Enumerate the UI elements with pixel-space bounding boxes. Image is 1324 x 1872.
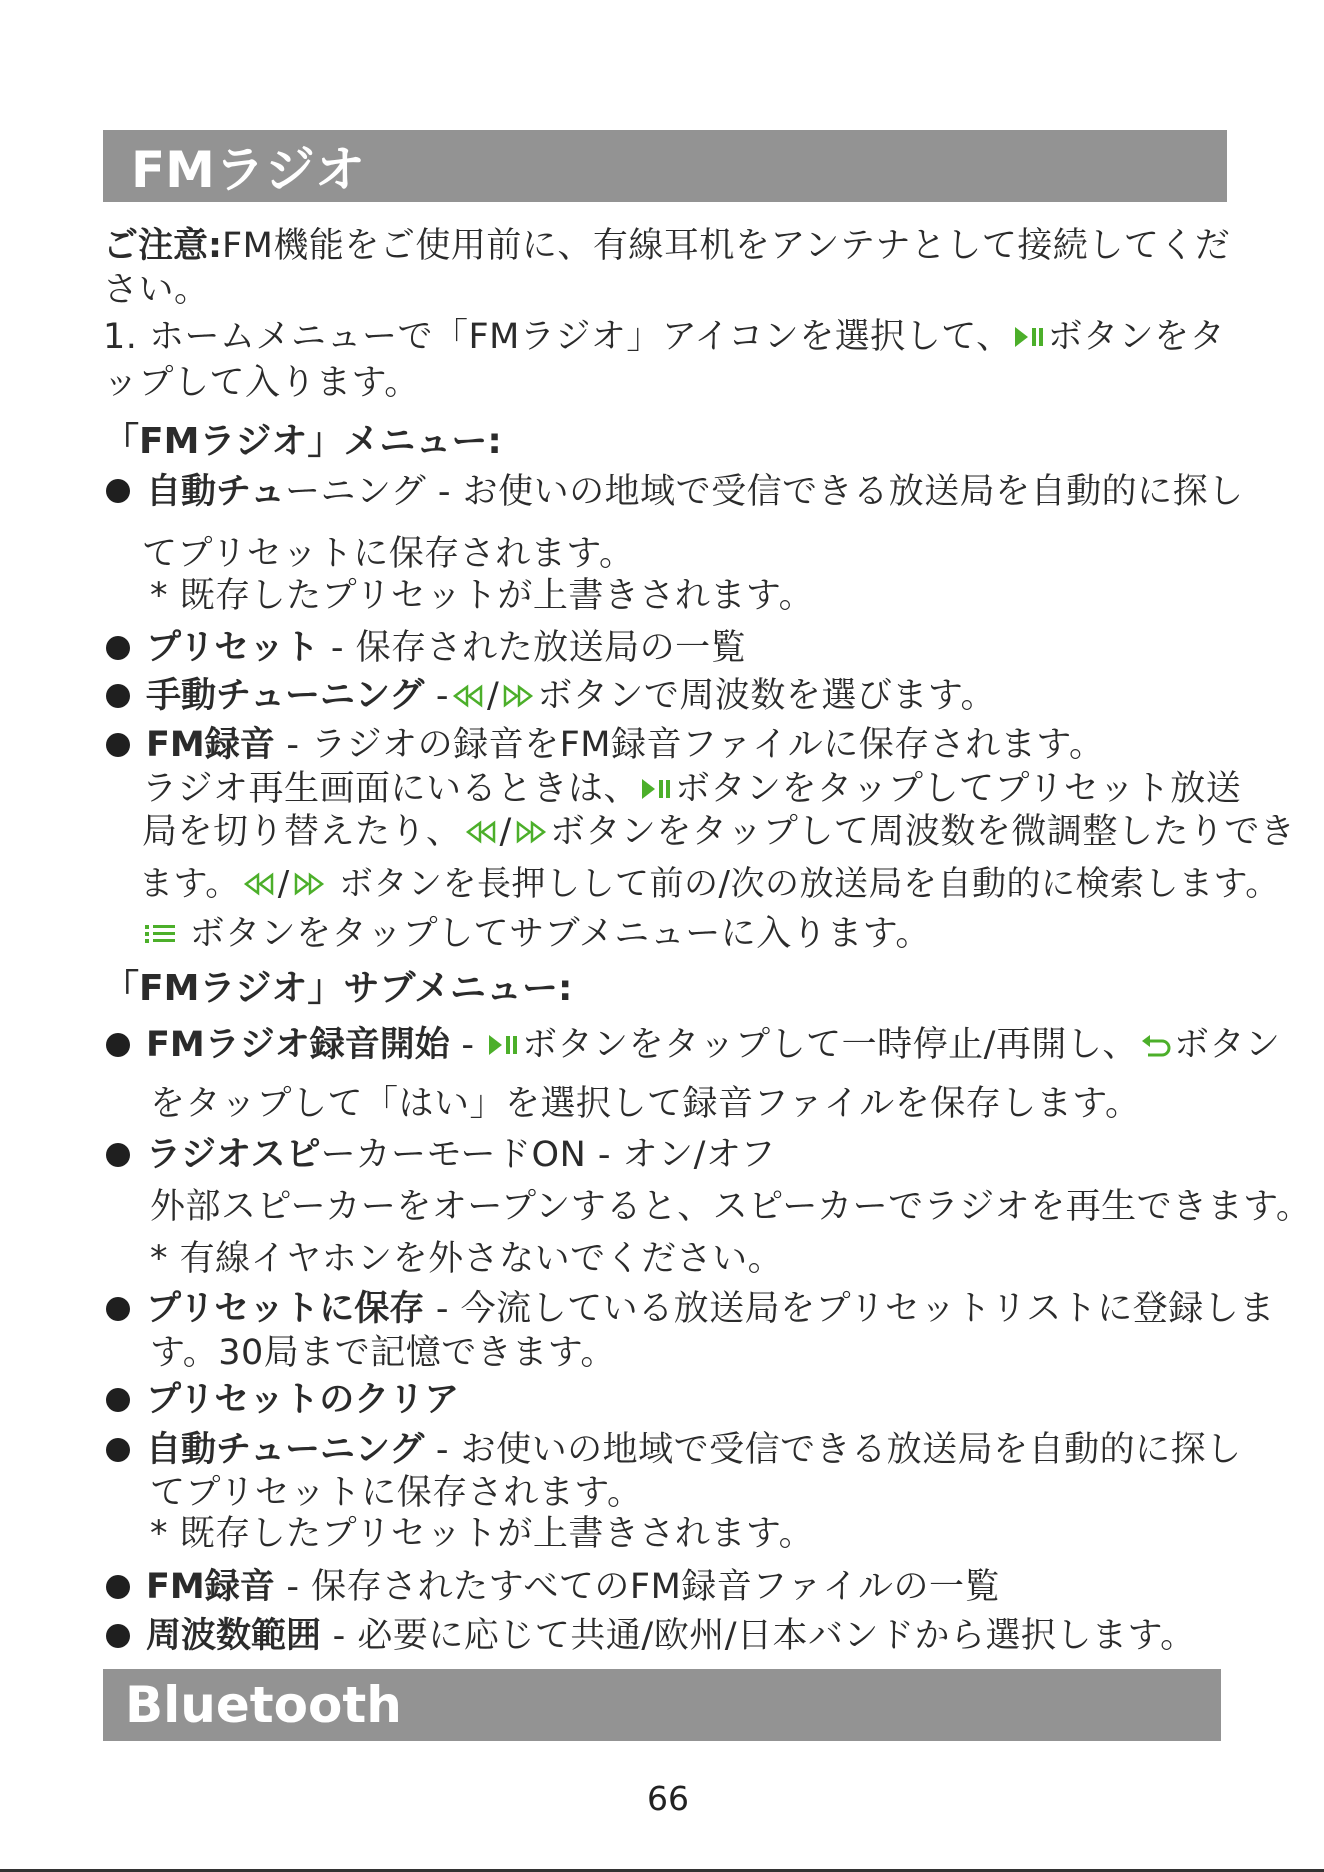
bullet — [106, 636, 130, 660]
submenu-item-fm-record — [146, 1565, 1000, 1609]
section-title: FMラジオ — [131, 141, 365, 199]
section-header-fm-radio — [103, 130, 1227, 202]
item-term: FMラジオ録音開始 — [146, 1025, 450, 1065]
rewind-icon — [462, 813, 500, 857]
fm-record-line-5 — [142, 912, 931, 959]
play-pause-icon — [486, 1026, 522, 1070]
fast-forward-icon — [290, 865, 328, 909]
fast-forward-icon — [499, 677, 537, 721]
item-desc: - 保存された放送局の一覧 — [319, 628, 747, 668]
slash: / — [487, 676, 500, 716]
fm-record-line-4 — [139, 862, 1280, 909]
fm-record-line-2 — [142, 767, 1241, 814]
item-desc-3: ボタン — [1173, 1025, 1281, 1065]
item-desc-2: ボタンをタップして一時停止/再開し、 — [522, 1025, 1138, 1065]
notice-line-2: さい。 — [103, 270, 210, 310]
item-desc: - 今流している放送局をプリセットリストに登録しま — [424, 1289, 1275, 1329]
item-desc: - お使いの地域で受信できる放送局を自動的に探し — [426, 472, 1244, 512]
item-desc: - お使いの地域で受信できる放送局を自動的に探し — [424, 1430, 1242, 1470]
bullet — [106, 1624, 130, 1648]
menu-item-auto-tuning — [146, 470, 1244, 514]
slash: / — [277, 864, 290, 904]
bullet — [106, 1033, 130, 1057]
bullet — [106, 1438, 130, 1462]
menu-item-manual-tuning — [146, 674, 996, 721]
item-term-rest: ーニング — [284, 472, 427, 512]
bullet — [106, 684, 130, 708]
item-desc-line-2: てプリセットに保存されます。 — [150, 1473, 643, 1513]
step1-text: 1. ホームメニューで「FMラジオ」アイコンを選択して、 — [103, 317, 1012, 357]
bullet — [106, 733, 130, 757]
menu-heading: 「FMラジオ」メニュー: — [103, 421, 502, 462]
item-desc-line-2: てプリセットに保存されます。 — [142, 534, 635, 574]
item-term: プリセットに保存 — [146, 1289, 425, 1329]
item-desc: - — [424, 676, 450, 716]
item-term: 手動チューニング — [146, 676, 425, 716]
bullet — [106, 1388, 130, 1412]
submenu-heading: 「FMラジオ」サブメニュー: — [103, 968, 573, 1009]
item-term: ラジオスピ — [146, 1135, 321, 1175]
text: 局を切り替えたり、 — [142, 812, 462, 852]
text: ラジオ再生画面にいるときは、 — [142, 769, 640, 809]
bullet — [106, 1575, 130, 1599]
submenu-item-clear-preset — [146, 1378, 459, 1422]
section-header-bluetooth — [103, 1669, 1221, 1741]
item-term: FM録音 — [146, 725, 275, 765]
submenu-item-frequency-range — [146, 1614, 1196, 1658]
step1-line-1 — [103, 315, 1225, 362]
text: ます。 — [139, 864, 240, 904]
notice-text: FM機能をご使用前に、有線耳机をアンテナとして接続してくだ — [222, 226, 1231, 266]
item-desc: - — [449, 1025, 487, 1065]
item-note: * 有線イヤホンを外さないでください。 — [150, 1239, 784, 1279]
item-term: FM録音 — [146, 1567, 275, 1607]
item-desc: ーカーモードON - オン/オフ — [320, 1135, 776, 1175]
notice-label: ご注意: — [103, 226, 222, 266]
return-icon — [1138, 1026, 1174, 1070]
text: ボタンを長押しして前の/次の放送局を自動的に検索します。 — [327, 864, 1280, 904]
rewind-icon — [449, 677, 487, 721]
item-desc-line-2: 外部スピーカーをオープンすると、スピーカーでラジオを再生できます。 — [150, 1187, 1312, 1227]
play-pause-icon — [1012, 318, 1048, 362]
section-title: Bluetooth — [125, 1676, 402, 1734]
submenu-item-save-preset — [146, 1287, 1275, 1331]
bullet — [106, 1297, 130, 1321]
play-pause-icon — [639, 770, 675, 814]
item-desc-line-2: す。30局まで記憶できます。 — [150, 1333, 616, 1373]
text: ボタンをタップしてサブメニューに入ります。 — [178, 914, 931, 954]
menu-list-icon — [142, 915, 178, 959]
slash: / — [499, 812, 512, 852]
submenu-item-record-start — [146, 1023, 1280, 1070]
item-term: 自動チュ — [146, 472, 285, 512]
text: ボタンをタップして周波数を微調整したりでき — [549, 812, 1296, 852]
fast-forward-icon — [512, 813, 550, 857]
item-term: プリセット — [146, 628, 320, 668]
item-term: プリセットのクリア — [146, 1380, 460, 1420]
item-desc: - 保存されたすべてのFM録音ファイルの一覧 — [274, 1567, 1001, 1607]
item-desc-2: ボタンで周波数を選びます。 — [537, 676, 997, 716]
item-note: * 既存したプリセットが上書きされます。 — [150, 576, 815, 616]
page-number: 66 — [647, 1779, 689, 1818]
item-note: * 既存したプリセットが上書きされます。 — [150, 1514, 815, 1554]
notice-line-1 — [103, 224, 1230, 268]
bullet — [106, 1143, 130, 1167]
step1-text-2: ボタンをタ — [1047, 317, 1226, 357]
item-desc-line-2: をタップして「はい」を選択して録音ファイルを保存します。 — [150, 1084, 1141, 1124]
item-term: 周波数範囲 — [146, 1616, 322, 1656]
fm-record-line-3 — [142, 810, 1295, 857]
step1-line-2: ップして入ります。 — [103, 363, 420, 403]
submenu-item-auto-tuning — [146, 1428, 1242, 1472]
item-term: 自動チューニング — [146, 1430, 425, 1470]
rewind-icon — [240, 865, 278, 909]
text: ボタンをタップしてプリセット放送 — [675, 769, 1242, 809]
bullet — [106, 479, 130, 503]
submenu-item-speaker-mode — [146, 1133, 776, 1177]
menu-item-fm-record — [146, 723, 1104, 767]
menu-item-preset — [146, 626, 746, 670]
item-desc: - 必要に応じて共通/欧州/日本バンドから選択します。 — [321, 1616, 1196, 1656]
item-desc: - ラジオの録音をFM録音ファイルに保存されます。 — [274, 725, 1105, 765]
